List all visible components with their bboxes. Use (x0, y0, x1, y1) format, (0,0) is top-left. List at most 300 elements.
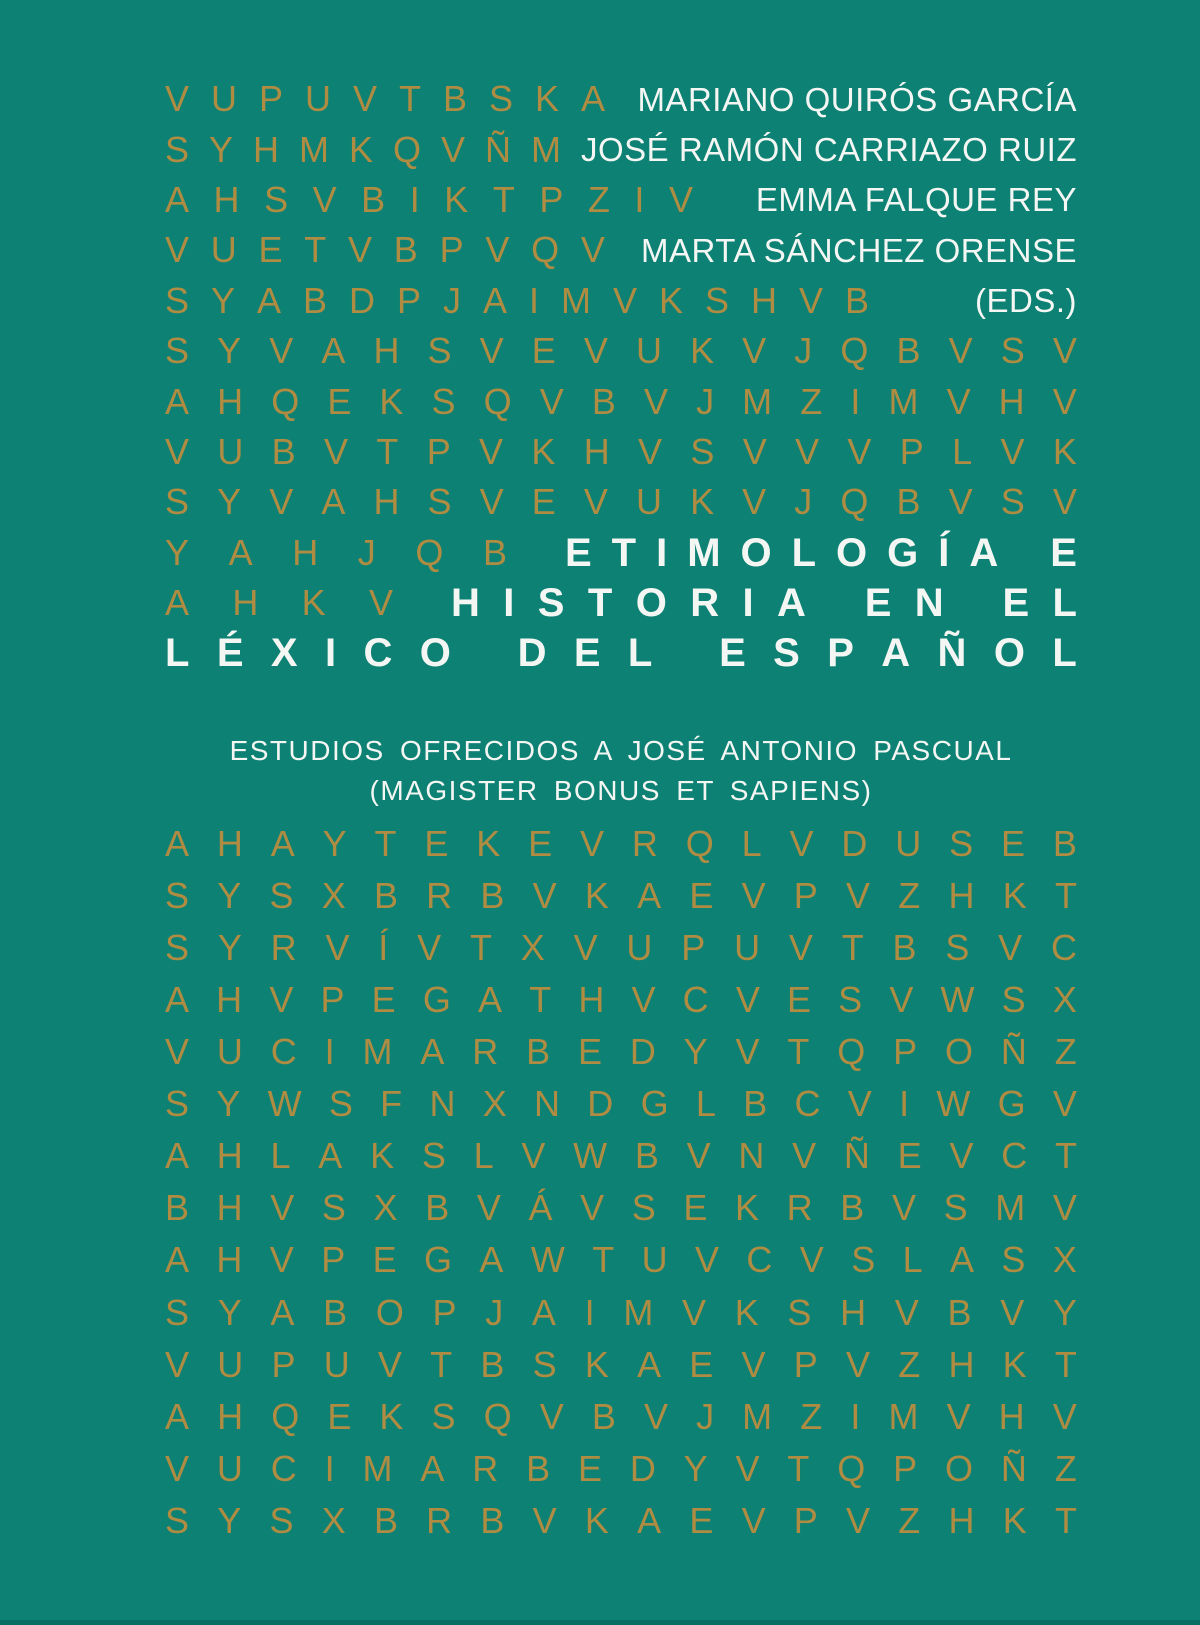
grid-letter: S (532, 1343, 557, 1385)
grid-letter: J (794, 330, 813, 372)
letter-grid-row (165, 225, 1077, 275)
grid-letter: K (658, 279, 683, 321)
title-char: A (881, 631, 911, 676)
grid-letter: V (891, 1187, 916, 1229)
cover-bottom-edge (0, 1620, 1200, 1625)
letter-grid-row (165, 175, 1077, 225)
grid-letter: V (643, 380, 668, 422)
grid-letter: S (488, 78, 513, 120)
title-char: O (836, 530, 868, 575)
grid-letter: H (373, 481, 400, 523)
grid-letter: S (1001, 1239, 1026, 1281)
grid-letter: V (269, 979, 294, 1021)
title-char: H (451, 581, 480, 626)
grid-letter: V (798, 279, 823, 321)
grid-letter: H (583, 430, 610, 472)
grid-letter: V (521, 1135, 546, 1177)
grid-letter: V (1052, 1187, 1077, 1229)
grid-letter: S (165, 874, 190, 916)
grid-letter: U (626, 926, 653, 968)
grid-letter: V (324, 430, 349, 472)
grid-letter: A (482, 279, 507, 321)
grid-letter: B (323, 1291, 348, 1333)
grid-letter: P (893, 1447, 918, 1489)
grid-letter: E (531, 330, 556, 372)
grid-letter: S (165, 330, 190, 372)
grid-letter: S (431, 1395, 456, 1437)
letter-grid-row (165, 1443, 1077, 1495)
word-gap (680, 653, 692, 654)
grid-letter: B (373, 874, 398, 916)
grid-letter: S (945, 926, 970, 968)
grid-letter: V (889, 979, 914, 1021)
grid-letter: T (398, 78, 421, 120)
grid-letter: V (165, 430, 190, 472)
grid-letter: L (270, 1135, 291, 1177)
grid-letter: A (420, 1447, 445, 1489)
grid-letter: P (893, 1031, 918, 1073)
grid-letter: S (165, 128, 190, 170)
grid-letter: V (682, 1291, 707, 1333)
grid-letter: V (846, 1499, 871, 1541)
letters-group (165, 582, 393, 624)
grid-letter: V (847, 1083, 872, 1125)
grid-letter: L (902, 1239, 923, 1281)
grid-letter: V (847, 430, 872, 472)
grid-letter: Y (217, 926, 242, 968)
grid-letter: R (426, 874, 453, 916)
grid-letter: Y (217, 481, 242, 523)
grid-letter: V (631, 979, 656, 1021)
letter-grid-row (165, 818, 1077, 870)
grid-letter: M (888, 380, 919, 422)
title-char: T (611, 530, 637, 575)
grid-letter: P (793, 1343, 818, 1385)
grid-letter: O (945, 1031, 974, 1073)
grid-letter: V (741, 1343, 766, 1385)
grid-letter: V (742, 481, 767, 523)
title-char: I (656, 530, 668, 575)
title-char: L (791, 530, 817, 575)
grid-letter: K (584, 1499, 609, 1541)
letter-grid-row (165, 124, 1077, 174)
title-char: D (517, 631, 547, 676)
grid-letter: V (417, 926, 442, 968)
grid-letter: G (640, 1083, 669, 1125)
grid-letter: V (1000, 1291, 1025, 1333)
grid-letter: C (270, 1447, 297, 1489)
grid-letter: C (746, 1239, 773, 1281)
grid-letter: S (421, 1135, 446, 1177)
grid-letter: A (165, 582, 190, 624)
letter-grid-row (165, 1495, 1077, 1547)
grid-letter: V (741, 1499, 766, 1541)
grid-letter: V (735, 979, 760, 1021)
title-char: S (537, 581, 565, 626)
grid-letter: V (532, 1499, 557, 1541)
grid-letter: P (681, 926, 706, 968)
grid-letter: K (531, 430, 556, 472)
grid-letter: Q (837, 1031, 866, 1073)
grid-letter: T (1054, 1135, 1077, 1177)
grid-letter: T (529, 979, 552, 1021)
title-char: C (363, 631, 393, 676)
grid-letter: A (318, 1135, 343, 1177)
grid-letter: S (328, 1083, 353, 1125)
grid-letter: U (895, 822, 922, 864)
grid-letter: K (348, 128, 373, 170)
grid-letter: S (165, 279, 190, 321)
title-char: O (419, 631, 451, 676)
grid-letter: E (258, 229, 283, 271)
grid-letter: Y (1052, 1291, 1077, 1333)
grid-letter: Q (271, 1395, 300, 1437)
grid-letter: V (742, 430, 767, 472)
grid-letter: Á (528, 1187, 553, 1229)
grid-letter: C (1001, 1135, 1028, 1177)
letter-grid-row (165, 628, 1077, 678)
word-gap (967, 603, 979, 604)
letter-grid-row (165, 1130, 1077, 1182)
grid-letter: Q (392, 128, 421, 170)
grid-letter: X (1052, 1239, 1077, 1281)
grid-letter: F (380, 1083, 403, 1125)
grid-letter: G (424, 1239, 453, 1281)
grid-letter: V (532, 874, 557, 916)
grid-letter: V (165, 78, 190, 120)
letters-group (165, 78, 605, 120)
grid-letter: B (480, 1499, 505, 1541)
grid-letter: C (1051, 926, 1077, 968)
letter-grid-row (165, 1182, 1077, 1234)
grid-letter: A (531, 1291, 556, 1333)
grid-letter: S (269, 874, 294, 916)
grid-letter: A (228, 531, 253, 573)
grid-letter: H (232, 582, 259, 624)
grid-letter: K (734, 1291, 759, 1333)
author-name: MARTA SÁNCHEZ ORENSE (640, 231, 1077, 269)
grid-letter: E (327, 1395, 352, 1437)
grid-letter: V (440, 128, 465, 170)
grid-letter: M (362, 1447, 393, 1489)
grid-letter: T (304, 229, 327, 271)
grid-letter: O (945, 1447, 974, 1489)
grid-letter: B (165, 1187, 190, 1229)
grid-letter: P (271, 1343, 296, 1385)
grid-letter: A (165, 178, 190, 220)
grid-letter: U (635, 481, 662, 523)
title-char: E (1002, 581, 1030, 626)
title-char: A (777, 581, 806, 626)
grid-letter: M (623, 1291, 654, 1333)
grid-letter: V (638, 430, 663, 472)
grid-letter: Y (165, 531, 190, 573)
grid-letter: I (850, 380, 861, 422)
grid-letter: R (426, 1499, 453, 1541)
grid-letter: V (735, 1447, 760, 1489)
grid-letter: S (165, 1291, 190, 1333)
grid-letter: H (948, 1499, 975, 1541)
grid-letter: S (787, 1291, 812, 1333)
grid-letter: H (578, 979, 605, 1021)
title-char: O (635, 581, 667, 626)
grid-letter: T (787, 1447, 810, 1489)
grid-letter: B (442, 78, 467, 120)
letter-grid-row (165, 870, 1077, 922)
letters-group (165, 279, 869, 321)
grid-letter: P (426, 430, 451, 472)
title-char: E (864, 581, 892, 626)
grid-letter: E (689, 874, 714, 916)
letter-grid-row (165, 1391, 1077, 1443)
grid-letter: B (303, 279, 328, 321)
grid-letter: Z (898, 1499, 921, 1541)
grid-letter: A (165, 1239, 190, 1281)
title-char: L (1052, 631, 1077, 676)
grid-letter: E (577, 1447, 602, 1489)
grid-letter: V (269, 1239, 294, 1281)
grid-letter: K (379, 1395, 404, 1437)
grid-letter: Y (217, 874, 242, 916)
grid-letter: S (690, 430, 715, 472)
grid-letter: V (165, 1031, 190, 1073)
grid-letter: U (217, 1343, 244, 1385)
grid-letter: M (298, 128, 329, 170)
grid-letter: A (478, 979, 503, 1021)
grid-letter: V (368, 582, 393, 624)
grid-letter: D (349, 279, 375, 321)
grid-letter: V (580, 1187, 605, 1229)
grid-letter: B (393, 229, 418, 271)
grid-letter: V (270, 1187, 295, 1229)
grid-letter: P (320, 979, 345, 1021)
letters-group (165, 128, 561, 170)
grid-letter: S (851, 1239, 876, 1281)
grid-letter: V (789, 822, 814, 864)
grid-letter: J (696, 1395, 715, 1437)
title-char: E (719, 631, 746, 676)
title-char: L (1052, 581, 1077, 626)
grid-letter: H (253, 128, 279, 170)
grid-letter: P (396, 279, 421, 321)
grid-letter: Q (483, 380, 512, 422)
grid-letter: H (213, 178, 240, 220)
grid-letter: X (321, 1499, 346, 1541)
grid-letter: X (482, 1083, 507, 1125)
grid-letter: X (1052, 979, 1077, 1021)
grid-letter: X (321, 874, 346, 916)
grid-letter: V (788, 926, 813, 968)
grid-letter: A (420, 1031, 445, 1073)
grid-letter: T (376, 430, 399, 472)
grid-letter: V (479, 330, 504, 372)
letter-grid-row (165, 326, 1077, 376)
grid-letter: V (539, 380, 564, 422)
letter-grid-row (165, 276, 1077, 326)
grid-letter: B (526, 1447, 551, 1489)
grid-letter: V (694, 1239, 719, 1281)
grid-letter: I (899, 1083, 910, 1125)
grid-letter: V (165, 1447, 190, 1489)
grid-letter: H (216, 979, 243, 1021)
grid-letter: Z (898, 1343, 921, 1385)
grid-letter: W (573, 1135, 608, 1177)
title-char: T (587, 581, 613, 626)
grid-letter: V (1000, 430, 1025, 472)
grid-letter: V (846, 874, 871, 916)
grid-letter: A (637, 1499, 662, 1541)
grid-letter: S (427, 330, 452, 372)
grid-letter: E (371, 979, 396, 1021)
grid-letter: S (943, 1187, 968, 1229)
grid-letter: A (165, 979, 190, 1021)
grid-letter: K (534, 78, 559, 120)
grid-letter: S (165, 1083, 190, 1125)
grid-letter: V (1052, 1395, 1077, 1437)
author-name: MARIANO QUIRÓS GARCÍA (637, 80, 1077, 118)
grid-letter: H (840, 1291, 867, 1333)
grid-letter: B (947, 1291, 972, 1333)
grid-letter: A (637, 1343, 662, 1385)
grid-letter: V (539, 1395, 564, 1437)
grid-letter: K (1002, 874, 1027, 916)
grid-letter: M (995, 1187, 1026, 1229)
title-char: L (165, 631, 190, 676)
grid-letter: V (1052, 481, 1077, 523)
grid-letter: N (534, 1083, 561, 1125)
title-char: Ñ (937, 631, 967, 676)
editors-label: (EDS.) (975, 282, 1077, 320)
grid-letter: V (742, 330, 767, 372)
grid-letter: B (373, 1499, 398, 1541)
grid-letter: W (530, 1239, 565, 1281)
grid-letter: Y (209, 128, 234, 170)
grid-letter: K (444, 178, 469, 220)
title-line (165, 631, 1077, 676)
title-char: G (887, 530, 919, 575)
subtitle-line: (MAGISTER BONUS ET SAPIENS) (369, 774, 873, 806)
grid-letter: K (690, 481, 715, 523)
grid-letter: H (948, 1343, 975, 1385)
grid-letter: Í (378, 926, 389, 968)
grid-letter: S (165, 1499, 190, 1541)
grid-letter: H (750, 279, 777, 321)
grid-letter: V (1052, 380, 1077, 422)
grid-letter: N (429, 1083, 456, 1125)
grid-letter: U (641, 1239, 668, 1281)
letters-group (165, 229, 605, 271)
grid-letter: V (352, 78, 377, 120)
grid-letter: X (520, 926, 545, 968)
grid-letter: K (379, 380, 404, 422)
grid-letter: D (587, 1083, 614, 1125)
grid-letter: V (735, 1031, 760, 1073)
grid-letter: U (635, 330, 662, 372)
grid-letter: H (373, 330, 400, 372)
letter-grid-row (165, 74, 1077, 124)
grid-letter: Q (685, 822, 714, 864)
grid-letter: B (844, 279, 869, 321)
grid-letter: H (217, 380, 244, 422)
grid-letter: S (1000, 481, 1025, 523)
grid-letter: V (946, 380, 971, 422)
grid-letter: B (634, 1135, 659, 1177)
grid-letter: U (323, 1343, 350, 1385)
grid-letter: H (998, 1395, 1025, 1437)
title-char: I (742, 581, 754, 626)
grid-letter: V (485, 229, 510, 271)
title-char: R (690, 581, 720, 626)
grid-letter: C (794, 1083, 821, 1125)
grid-letter: Y (683, 1031, 708, 1073)
grid-letter: V (686, 1135, 711, 1177)
grid-letter: Y (217, 1499, 242, 1541)
grid-letter: A (165, 380, 190, 422)
grid-letter: T (374, 822, 397, 864)
subtitle-block (165, 731, 1077, 811)
grid-letter: U (211, 78, 237, 120)
grid-letter: J (696, 380, 715, 422)
grid-letter: M (362, 1031, 393, 1073)
grid-letter: K (690, 330, 715, 372)
grid-letter: V (949, 1135, 974, 1177)
letters-group (165, 531, 507, 573)
grid-letter: Q (483, 1395, 512, 1437)
grid-letter: M (742, 1395, 773, 1437)
grid-letter: L (695, 1083, 716, 1125)
letter-grid-row (165, 1078, 1077, 1130)
grid-letter: D (629, 1031, 656, 1073)
grid-letter: V (580, 229, 605, 271)
grid-letter: S (264, 178, 289, 220)
title-line (451, 581, 1077, 626)
grid-letter: U (216, 1031, 243, 1073)
grid-letter: A (165, 1135, 190, 1177)
grid-letter: T (492, 178, 515, 220)
grid-letter: I (584, 1291, 595, 1333)
grid-letter: Z (800, 380, 823, 422)
grid-letter: V (348, 229, 373, 271)
grid-letter: B (840, 1187, 865, 1229)
grid-letter: P (793, 1499, 818, 1541)
title-char: O (740, 530, 772, 575)
grid-letter: A (950, 1239, 975, 1281)
grid-letter: V (643, 1395, 668, 1437)
grid-letter: I (634, 178, 645, 220)
grid-letter: V (946, 1395, 971, 1437)
grid-letter: Q (840, 481, 869, 523)
grid-letter: R (631, 822, 658, 864)
grid-letter: L (952, 430, 973, 472)
word-gap (478, 653, 490, 654)
grid-letter: Q (837, 1447, 866, 1489)
letter-grid-bottom (165, 818, 1077, 1547)
grid-letter: P (899, 430, 924, 472)
title-char: E (565, 530, 592, 575)
letter-grid-row (165, 1234, 1077, 1286)
grid-letter: B (425, 1187, 450, 1229)
title-line (565, 530, 1077, 575)
grid-letter: A (270, 822, 295, 864)
grid-letter: Q (531, 229, 560, 271)
grid-letter: R (270, 926, 297, 968)
grid-letter: B (271, 430, 296, 472)
grid-letter: T (1054, 1499, 1077, 1541)
letter-grid-top (165, 74, 1077, 679)
grid-letter: M (560, 279, 591, 321)
title-char: E (1050, 530, 1077, 575)
grid-letter: G (997, 1083, 1026, 1125)
